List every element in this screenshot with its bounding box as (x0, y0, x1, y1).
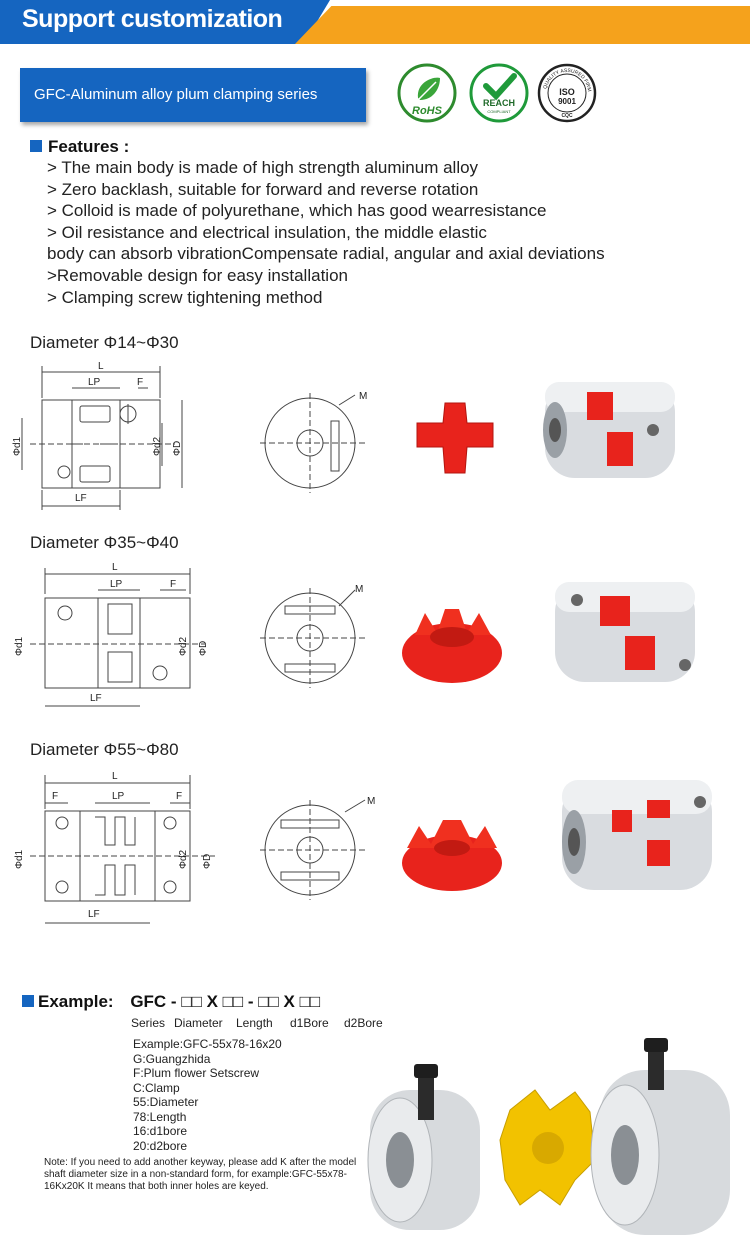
feature-item: body can absorb vibrationCompensate radial, angular and axial deviations (47, 244, 605, 263)
svg-text:L: L (98, 361, 104, 372)
exploded-coupling-icon (360, 1030, 740, 1245)
svg-text:LF: LF (75, 493, 87, 504)
svg-text:L: L (112, 771, 118, 782)
svg-text:Φd2: Φd2 (152, 436, 163, 456)
features-title-text: Features : (48, 137, 130, 156)
coupling-photo-icon (552, 770, 722, 900)
bullet-square-icon (22, 995, 34, 1007)
feature-item: > Oil resistance and electrical insulation, the middle elastic (47, 223, 487, 242)
svg-text:LP: LP (88, 377, 101, 388)
side-view-drawing (10, 358, 195, 523)
reach-icon (468, 62, 530, 124)
svg-text:F: F (52, 791, 59, 802)
feature-item: > Colloid is made of polyurethane, which has good wearresistance (47, 201, 547, 220)
red-spider-icon (395, 808, 510, 898)
svg-text:F: F (170, 579, 177, 590)
rohs-icon (396, 62, 458, 124)
svg-text:Φd1: Φd1 (14, 636, 25, 656)
svg-text:Φd2: Φd2 (178, 636, 189, 656)
feature-item: > Clamping screw tightening method (47, 288, 323, 307)
example-title (22, 992, 320, 1012)
banner-orange-band (295, 6, 750, 44)
example-sub-label: Diameter (174, 1016, 223, 1030)
example-title-text: Example: (38, 992, 114, 1011)
example-line: Example:GFC-55x78-16x20 (133, 1037, 282, 1051)
svg-text:RoHS: RoHS (412, 105, 442, 117)
svg-text:LF: LF (88, 909, 100, 920)
banner-title: Support customization (22, 5, 283, 33)
diameter-label: Diameter Φ14~Φ30 (30, 333, 179, 352)
coupling-photo-icon (535, 370, 685, 490)
features-title (30, 137, 129, 157)
svg-text:M: M (359, 391, 368, 402)
front-view-drawing (255, 580, 385, 695)
svg-text:QUALITY ASSURED FIRM: QUALITY ASSURED FIRM (542, 67, 593, 93)
svg-text:L: L (112, 562, 118, 573)
example-line: 20:d2bore (133, 1139, 188, 1153)
feature-item: >Removable design for easy installation (47, 266, 348, 285)
diameter-label: Diameter Φ55~Φ80 (30, 740, 179, 759)
example-line: C:Clamp (133, 1081, 180, 1095)
svg-text:M: M (355, 584, 364, 595)
series-title: GFC-Aluminum alloy plum clamping series (34, 86, 318, 103)
svg-text:ΦD: ΦD (198, 640, 209, 656)
front-view-drawing (255, 385, 385, 500)
example-sub-label: Series (131, 1016, 166, 1030)
example-line: G:Guangzhida (133, 1052, 211, 1066)
svg-text:REACH: REACH (482, 98, 516, 108)
front-view-drawing (255, 792, 385, 907)
feature-item: > Zero backlash, suitable for forward and reverse rotation (47, 180, 479, 199)
svg-text:F: F (137, 377, 144, 388)
svg-text:ΦD: ΦD (172, 440, 183, 456)
example-code: GFC - □□ X □□ - □□ X □□ (130, 992, 321, 1011)
svg-text:9001: 9001 (558, 97, 576, 106)
svg-text:Φd1: Φd1 (12, 436, 23, 456)
svg-text:COMPLIANT: COMPLIANT (487, 109, 511, 114)
example-sub-label: d1Bore (290, 1016, 329, 1030)
svg-text:Φd2: Φd2 (178, 849, 189, 869)
svg-text:CQC: CQC (561, 113, 573, 119)
side-view-drawing (10, 765, 220, 935)
series-title-box (20, 68, 366, 122)
example-line: 55:Diameter (133, 1095, 199, 1109)
feature-item: > The main body is made of high strength aluminum alloy (47, 158, 479, 177)
svg-text:M: M (367, 796, 376, 807)
iso-icon (536, 62, 598, 124)
example-line: 78:Length (133, 1110, 187, 1124)
svg-text:LP: LP (112, 791, 125, 802)
example-line: 16:d1bore (133, 1124, 188, 1138)
svg-text:F: F (176, 791, 183, 802)
example-sub-label: Length (236, 1016, 273, 1030)
top-banner (0, 0, 750, 44)
bullet-square-icon (30, 140, 42, 152)
example-sub-label: d2Bore (344, 1016, 383, 1030)
svg-text:LP: LP (110, 579, 123, 590)
diameter-label: Diameter Φ35~Φ40 (30, 533, 179, 552)
keyway-note: Note: If you need to add another keyway, please add K after the model shaft diameter size in a non-standard form, for example:GFC-55x78-16Kx20K It means that both inner holes are keyed. (44, 1157, 357, 1192)
example-line: F:Plum flower Setscrew (133, 1066, 260, 1080)
svg-text:LF: LF (90, 693, 102, 704)
red-spider-icon (395, 595, 510, 690)
svg-text:ΦD: ΦD (202, 853, 213, 869)
svg-text:ISO: ISO (559, 87, 575, 97)
coupling-photo-icon (545, 570, 705, 695)
red-spider-icon (405, 395, 505, 485)
svg-text:Φd1: Φd1 (14, 849, 25, 869)
side-view-drawing (10, 558, 210, 718)
